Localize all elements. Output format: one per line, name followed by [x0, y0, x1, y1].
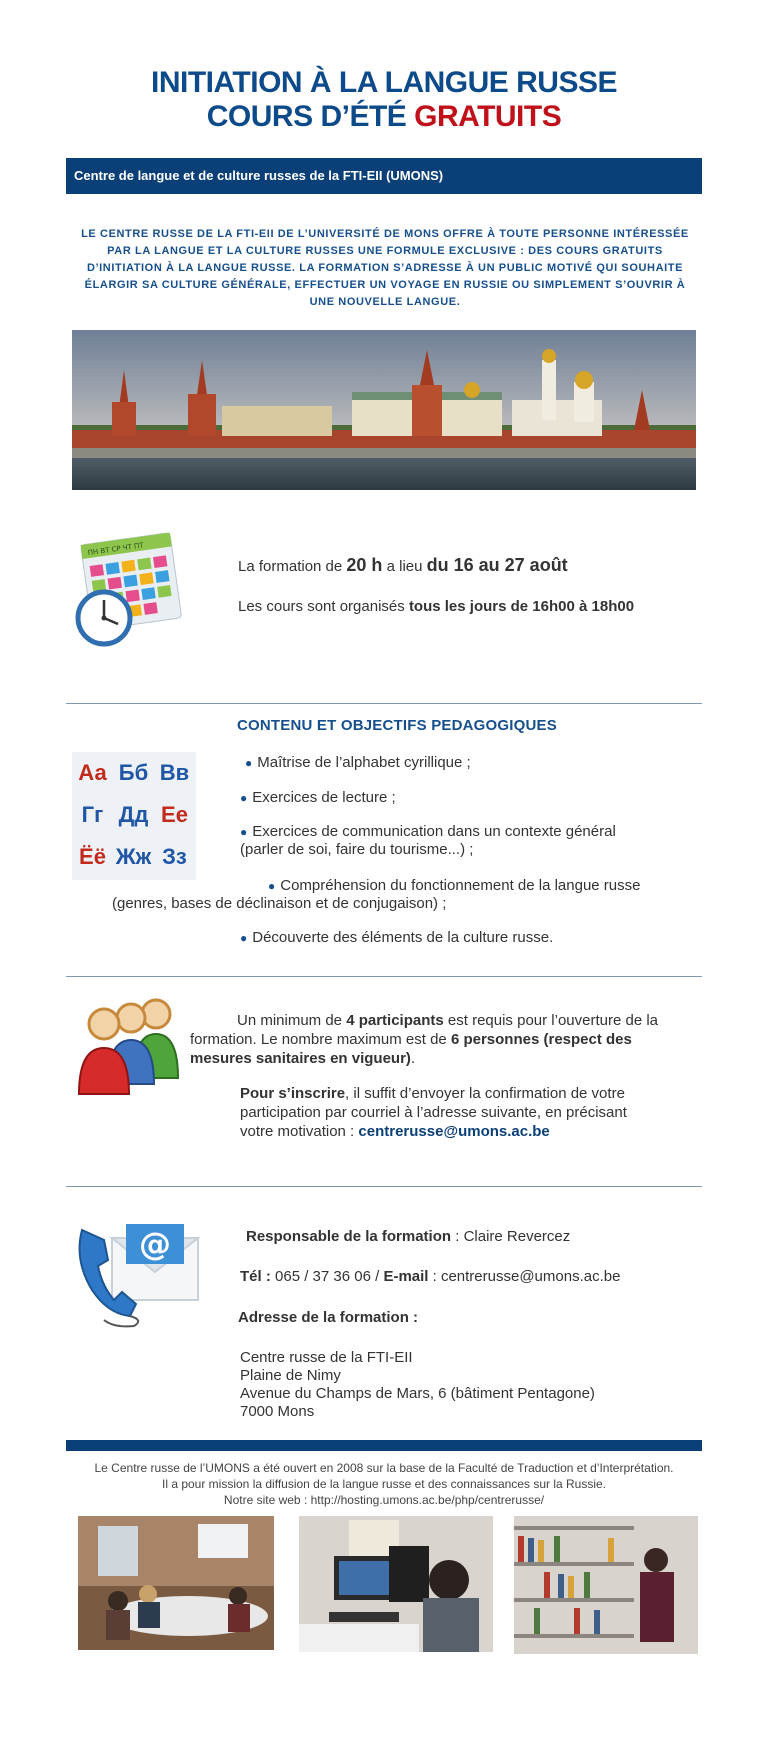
letter-d: Дд — [118, 802, 149, 827]
letter-g: Гг — [81, 802, 104, 827]
contact-line — [240, 1268, 620, 1286]
letter-b: Бб — [118, 760, 149, 785]
register-line-1 — [240, 1085, 625, 1103]
address-label — [238, 1309, 418, 1327]
participants-min: 4 participants — [346, 1012, 444, 1029]
header-bar: Centre de langue et de culture russes de la FTI-EII (UMONS) — [66, 158, 702, 194]
schedule-dates: du 16 au 27 août — [426, 555, 568, 575]
list-item — [268, 877, 640, 895]
register-text: votre motivation : — [240, 1123, 359, 1140]
footer-line-1: Le Centre russe de l’UMONS a été ouvert en 2008 sur la base de la Faculté de Traduction et d’Interprétation. — [94, 1461, 674, 1475]
participants-text: Un minimum de — [237, 1012, 347, 1029]
bullet-icon: ● — [268, 879, 276, 893]
phone-email-icon — [74, 1210, 204, 1330]
footer-text — [66, 1460, 702, 1508]
calendar-weekdays: ПН ВТ СР ЧТ ПТ — [87, 541, 145, 558]
list-item-continuation: (parler de soi, faire du tourisme...) ; — [240, 841, 474, 858]
list-item — [240, 929, 553, 947]
list-item — [240, 789, 396, 807]
responsible-line — [246, 1228, 570, 1246]
participants-line-1 — [237, 1012, 658, 1030]
address-line-2: Plaine de Nimy — [240, 1367, 341, 1384]
footer-line-2: Il a pour mission la diffusion de la langue russe et des connaissances sur la Russie. — [161, 1477, 607, 1491]
participants-sanitary: mesures sanitaires en vigueur) — [190, 1050, 411, 1067]
subtitle-blue: COURS D’ÉTÉ — [206, 100, 415, 133]
register-email-link[interactable]: centrerusse@umons.ac.be — [358, 1123, 550, 1140]
participants-line-3 — [190, 1050, 415, 1068]
address-line-1: Centre russe de la FTI-EII — [240, 1349, 413, 1366]
list-item — [240, 823, 616, 841]
letter-zh: Жж — [115, 844, 152, 869]
letter-yo: Ёё — [79, 844, 106, 869]
divider — [66, 976, 702, 977]
list-item-text: Découverte des éléments de la culture russe. — [252, 929, 554, 946]
subtitle-red: GRATUITS — [414, 100, 562, 133]
library-photo — [514, 1516, 698, 1654]
divider — [66, 703, 702, 704]
tel-label: Tél : — [240, 1268, 276, 1285]
responsible-name: Claire Revercez — [463, 1228, 571, 1245]
list-item-text: Compréhension du fonctionnement de la langue russe — [280, 877, 641, 894]
participants-text: formation. Le nombre maximum est de — [190, 1031, 451, 1048]
page-subtitle — [0, 100, 768, 134]
address-heading: Adresse de la formation : — [238, 1309, 419, 1326]
letter-a: Аа — [78, 760, 107, 785]
responsible-label: Responsable de la formation — [246, 1228, 452, 1245]
cyrillic-alphabet-grid — [72, 752, 196, 880]
register-label: Pour s’inscrire — [240, 1085, 346, 1102]
tel-value: 065 / 37 36 06 / — [275, 1268, 384, 1285]
participants-max: 6 personnes (respect des — [450, 1031, 632, 1048]
schedule-text-1: La formation de — [238, 558, 347, 575]
computer-photo — [299, 1516, 493, 1652]
address-line-4: 7000 Mons — [240, 1403, 315, 1420]
at-symbol: @ — [139, 1225, 171, 1263]
schedule-text-3: Les cours sont organisés — [238, 598, 409, 615]
bullet-icon: ● — [240, 931, 248, 945]
schedule-daily: tous les jours de 16h00 à 18h00 — [408, 598, 635, 615]
address-line-3: Avenue du Champs de Mars, 6 (bâtiment Pentagone) — [240, 1385, 595, 1402]
schedule-text-2: a lieu — [382, 558, 427, 575]
footer-line-3[interactable]: Notre site web : http://hosting.umons.ac.be/php/centrerusse/ — [223, 1493, 545, 1507]
register-text: , il suffit d’envoyer la confirmation de votre — [345, 1085, 625, 1102]
footer-bar — [66, 1440, 702, 1451]
list-item-text: Maîtrise de l’alphabet cyrillique ; — [257, 754, 471, 771]
divider — [66, 1186, 702, 1187]
intro-text: LE CENTRE RUSSE DE LA FTI-EII DE L’UNIVERSITÉ DE MONS OFFRE À TOUTE PERSONNE INTÉRESSÉE PAR LA LANGUE ET LA CULTURE RUSSES UNE FORMULE EXCLUSIVE : DES COURS GRATUITS D’INITIATION À LA LANGUE RUSSE. LA FORMATION S’ADRESSE À UN PUBLIC MOTIVÉ QUI SOUHAITE ÉLARGIR SA CULTURE GÉNÉRALE, EFFECTUER UN VOYAGE EN RUSSIE OU SIMPLEMENT S’OUVRIR À UNE NOUVELLE LANGUE. — [81, 228, 689, 308]
schedule-times — [238, 598, 634, 616]
letter-z: Зз — [162, 844, 187, 869]
email-label: E-mail — [383, 1268, 429, 1285]
bullet-icon: ● — [240, 791, 248, 805]
register-line-3 — [240, 1123, 550, 1141]
register-line-2: participation par courriel à l’adresse suivante, en précisant — [240, 1104, 627, 1121]
list-item-text: Exercices de communication dans un contexte général — [252, 823, 616, 840]
people-icon — [76, 994, 186, 1098]
kremlin-photo — [72, 330, 696, 490]
letter-v: Вв — [159, 760, 190, 785]
list-item — [245, 754, 471, 772]
page-title: INITIATION À LA LANGUE RUSSE — [151, 66, 617, 99]
letter-e: Ее — [161, 802, 188, 827]
list-item-text: Exercices de lecture ; — [252, 789, 396, 806]
bullet-icon: ● — [240, 825, 248, 839]
email-value[interactable]: : centrerusse@umons.ac.be — [428, 1268, 621, 1285]
separator: : — [451, 1228, 464, 1245]
participants-text: est requis pour l’ouverture de la — [443, 1012, 659, 1029]
list-item-continuation: (genres, bases de déclinaison et de conjugaison) ; — [112, 895, 447, 912]
classroom-photo — [78, 1516, 274, 1650]
section-heading: CONTENU ET OBJECTIFS PEDAGOGIQUES — [237, 717, 557, 734]
calendar-clock-icon — [74, 530, 186, 648]
bullet-icon: ● — [245, 756, 253, 770]
participants-text: . — [410, 1050, 416, 1067]
schedule-duration — [238, 556, 568, 576]
schedule-hours: 20 h — [346, 555, 383, 575]
participants-line-2 — [190, 1031, 632, 1049]
